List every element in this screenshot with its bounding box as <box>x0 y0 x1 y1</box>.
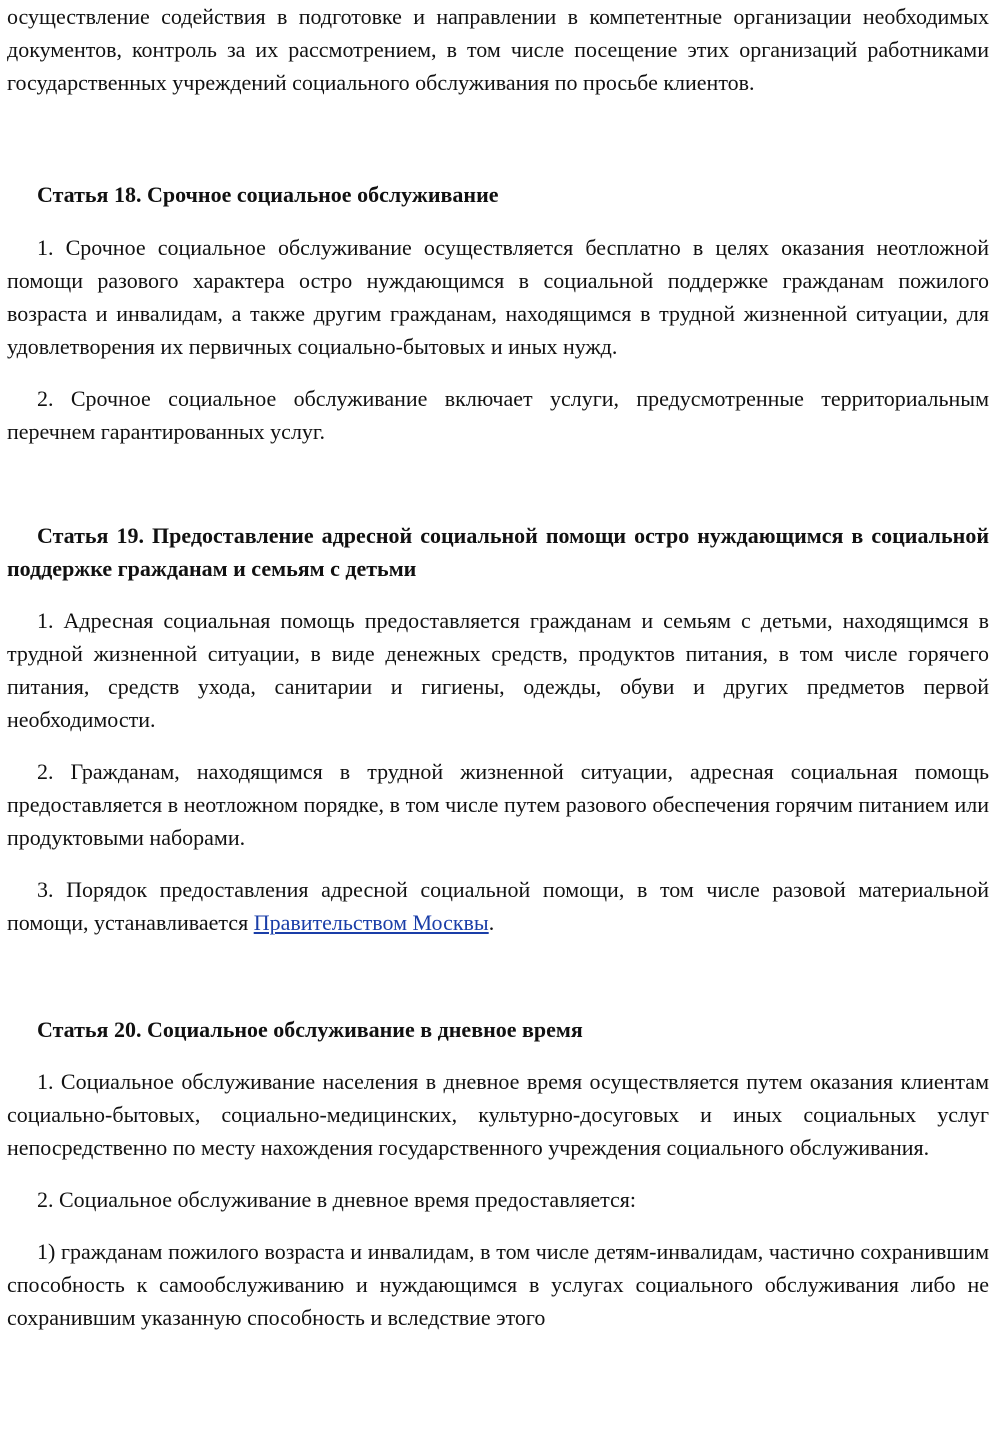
continued-paragraph: осуществление содействия в подготовке и направлении в компетентные организации необходимых документов, контроль за их рассмотрением, в том числе посещение этих организаций работниками государственных учреждений социального обслуживания по просьбе клиентов. <box>7 4 989 95</box>
article-20-heading: Статья 20. Социальное обслуживание в дневное время <box>37 1017 583 1042</box>
article-20-paragraph-3: 1) гражданам пожилого возраста и инвалидам, в том числе детям-инвалидам, частично сохранившим способность к самообслуживанию и нуждающимся в услугах социального обслуживания либо не сохранившим указанную способность и вследствие этого <box>7 1239 989 1330</box>
moscow-government-link[interactable]: Правительством Москвы <box>253 910 489 935</box>
article-19-paragraph-3-text: 3. Порядок предоставления адресной социальной помощи, в том числе разовой материальной помощи, устанавливается <box>7 877 989 935</box>
article-18-heading: Статья 18. Срочное социальное обслуживание <box>37 182 499 207</box>
article-18-paragraph-1: 1. Срочное социальное обслуживание осуществляется бесплатно в целях оказания неотложной помощи разового характера остро нуждающимся в социальной поддержке гражданам пожилого возраста и инвалидам, а также другим гражданам, находящимся в трудной жизненной ситуации, для удовлетворения их первичных социально-бытовых и иных нужд. <box>7 235 989 359</box>
article-19-paragraph-3-end: . <box>488 910 495 935</box>
article-18-paragraph-2: 2. Срочное социальное обслуживание включает услуги, предусмотренные территориальным перечнем гарантированных услуг. <box>7 386 989 444</box>
article-18 <box>7 178 989 448</box>
article-19-paragraph-2: 2. Гражданам, находящимся в трудной жизненной ситуации, адресная социальная помощь предоставляется в неотложном порядке, в том числе путем разового обеспечения горячим питанием или продуктовыми наборами. <box>7 759 989 850</box>
article-19 <box>7 519 989 939</box>
article-20 <box>7 1013 989 1334</box>
article-20-paragraph-1: 1. Социальное обслуживание населения в дневное время осуществляется путем оказания клиентам социально-бытовых, социально-медицинских, культурно-досуговых и иных социальных услуг непосредственно по месту нахождения государственного учреждения социального обслуживания. <box>7 1069 989 1160</box>
article-19-paragraph-3 <box>7 873 989 939</box>
article-19-paragraph-1: 1. Адресная социальная помощь предоставляется гражданам и семьям с детьми, находящимся в трудной жизненной ситуации, в виде денежных средств, продуктов питания, в том числе горячего питания, средств ухода, санитарии и гигиены, одежды, обуви и других предметов первой необходимости. <box>7 608 989 732</box>
article-19-heading: Статья 19. Предоставление адресной социальной помощи остро нуждающимся в социальной поддержке гражданам и семьям с детьми <box>7 523 989 581</box>
document-page <box>7 0 989 1334</box>
article-20-paragraph-2: 2. Социальное обслуживание в дневное время предоставляется: <box>37 1187 637 1212</box>
